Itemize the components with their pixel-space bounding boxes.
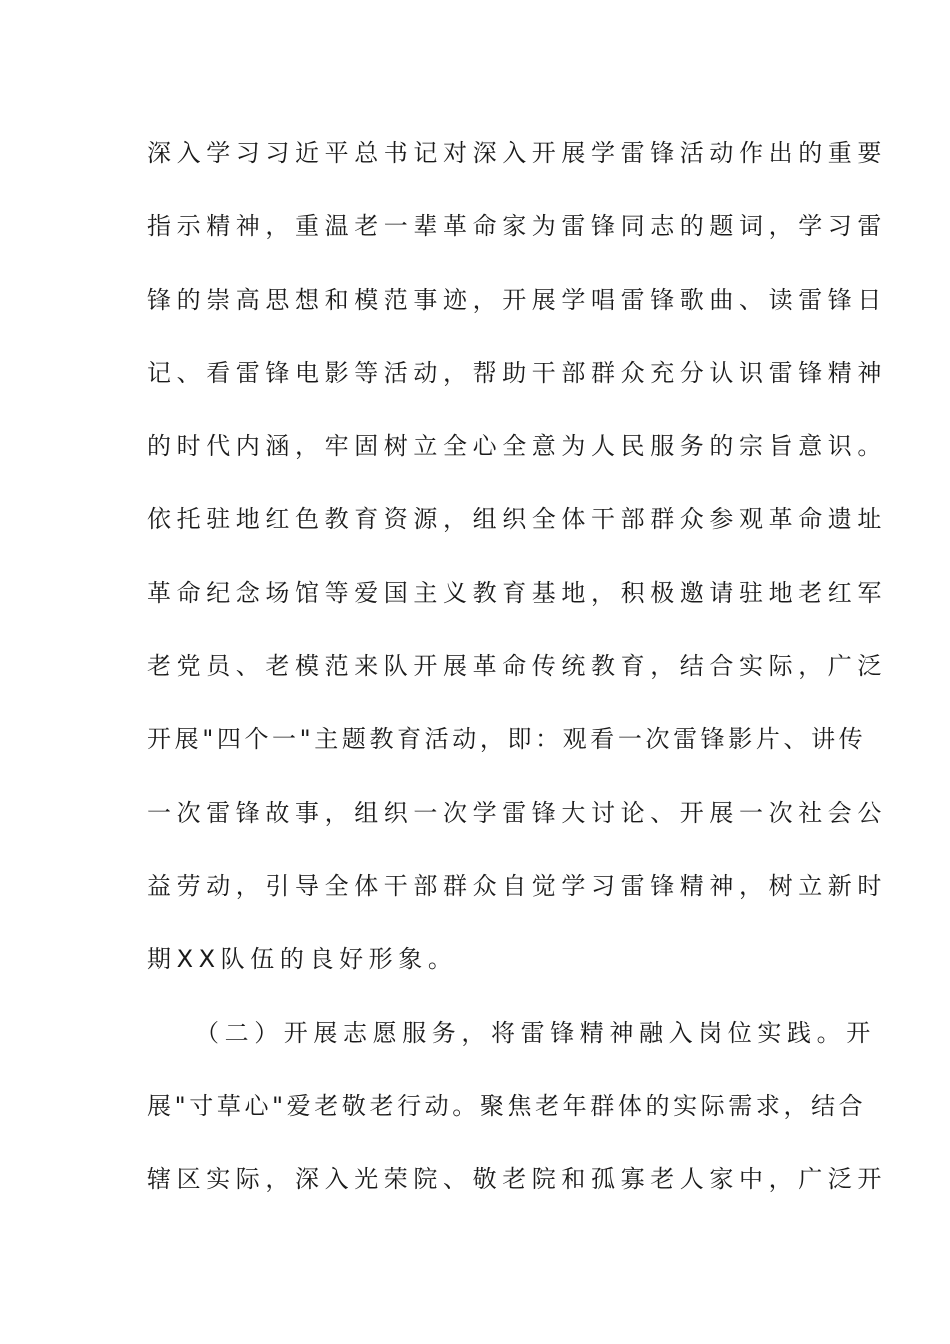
text-line: 记、看雷锋电影等活动，帮助干部群众充分认识雷锋精神 [147,358,887,387]
text-line: 辖区实际，深入光荣院、敬老院和孤寡老人家中，广泛开 [147,1165,887,1194]
text-line: 展"寸草心"爱老敬老行动。聚焦老年群体的实际需求，结合 [147,1091,867,1120]
text-line: 指示精神，重温老一辈革命家为雷锋同志的题词，学习雷 [147,212,887,241]
text-line: 锋的崇高思想和模范事迹，开展学唱雷锋歌曲、读雷锋日 [147,285,887,314]
body-text [147,131,887,1230]
section-heading-line: （二）开展志愿服务，将雷锋精神融入岗位实践。开 [195,1018,876,1047]
text-line: 期XX队伍的良好形象。 [147,945,458,974]
text-line: 老党员、老模范来队开展革命传统教育，结合实际，广泛 [147,652,887,681]
text-line: 一次雷锋故事，组织一次学雷锋大讨论、开展一次社会公 [147,798,887,827]
text-line: 益劳动，引导全体干部群众自觉学习雷锋精神，树立新时 [147,871,887,900]
text-line: 深入学习习近平总书记对深入开展学雷锋活动作出的重要 [147,139,887,167]
text-line: 依托驻地红色教育资源，组织全体干部群众参观革命遗址 [147,505,887,534]
text-line: 的时代内涵，牢固树立全心全意为人民服务的宗旨意识。 [147,432,887,461]
text-line: 革命纪念场馆等爱国主义教育基地，积极邀请驻地老红军 [147,578,887,607]
text-line: 开展"四个一"主题教育活动，即：观看一次雷锋影片、讲传 [147,725,867,754]
